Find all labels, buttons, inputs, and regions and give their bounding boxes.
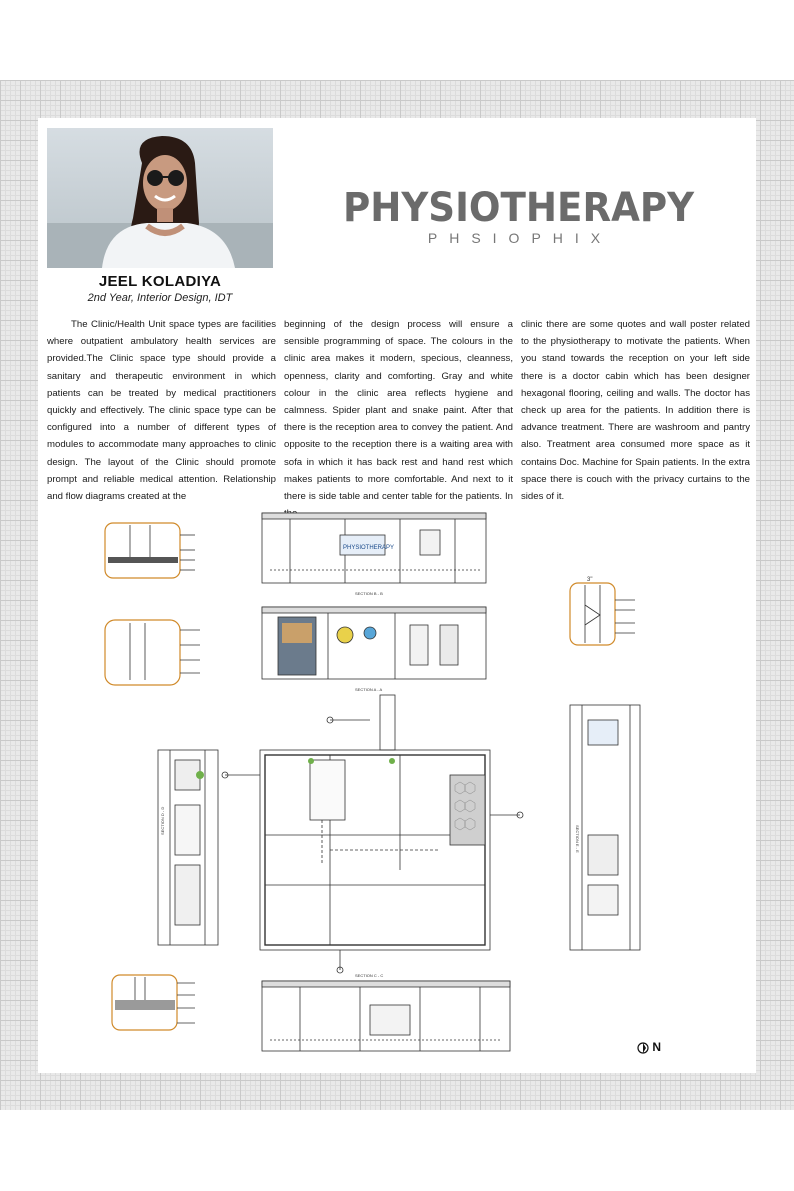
north-arrow [637, 1040, 661, 1054]
body-column-2: beginning of the design process will ensure a sensible programming of space. The colours in the clinic area makes it modern, specious, cleanness, openness, clarity and comforting. Gray and white colour in the clinic area reflects hygiene and calmness. Spider plant and snake paint. After that there is the reception area to convey the patient. And opposite to the reception there is a waiting area with sofa in which it has back rest and hand rest which makes patients to more comfortable. And next to it there is side table and center table for the patients. In [284, 319, 513, 503]
floor-plan [222, 695, 523, 973]
project-subtitle: PHSIOPHIX [427, 230, 613, 246]
compass-icon [637, 1042, 649, 1054]
body-column-3: clinic there are some quotes and wall poster related to the physiotherapy to motivate the patients. When you stand towards the reception on your left side there is a doctor cabin which has been designer hexagonal flooring, ceiling and walls. The doctor has check up area for the patients. In addition there is advance treatment. There are washroom and pantry also. Treatment area consumed more space as it contains Doc. Machine for Spain patients. In the extra space there is couch with the privacy curtains to the sides of it. [521, 319, 750, 503]
project-title: PHYSIOTHERAPY [342, 185, 695, 231]
detail-2 [105, 620, 200, 685]
section-aa [262, 607, 486, 692]
designer-name: JEEL KOLADIYA [98, 273, 222, 290]
designer-photo [47, 128, 273, 268]
detail-4 [112, 975, 195, 1030]
section-ee-label: SECTION E - E [575, 825, 580, 853]
architectural-drawings [100, 505, 660, 1065]
body-column-1: The Clinic/Health Unit space types are facilities where outpatient ambulatory health services are provided.The Clinic space type should provide a sanitary and therapeutic environment in which patients can be treated by medical practitioners quickly and effectively. The clinic space type can be configured into a number of different types of modules to accommodate many approaches to clinic design. The layout of the Clinic should promote prompt and reliable medical attention. Relationship and flow diagrams created at the [47, 319, 276, 503]
section-dd [158, 750, 218, 945]
section-sign-text: PHYSIOTHERAPY [343, 545, 395, 551]
section-bb-label: SECTION B - B [355, 591, 383, 596]
dimension-label: 3" [587, 577, 593, 583]
section-ee [570, 705, 640, 950]
north-label: N [652, 1040, 662, 1054]
detail-3 [570, 577, 635, 645]
detail-1 [105, 523, 195, 578]
section-dd-label: SECTION D - D [160, 806, 165, 835]
section-cc [262, 973, 510, 1051]
section-cc-label: SECTION C - C [355, 973, 384, 978]
section-bb [262, 513, 486, 596]
portrait-illustration [47, 128, 273, 268]
section-aa-label: SECTION A - A [355, 687, 383, 692]
designer-subtitle: 2nd Year, Interior Design, IDT [87, 292, 233, 304]
